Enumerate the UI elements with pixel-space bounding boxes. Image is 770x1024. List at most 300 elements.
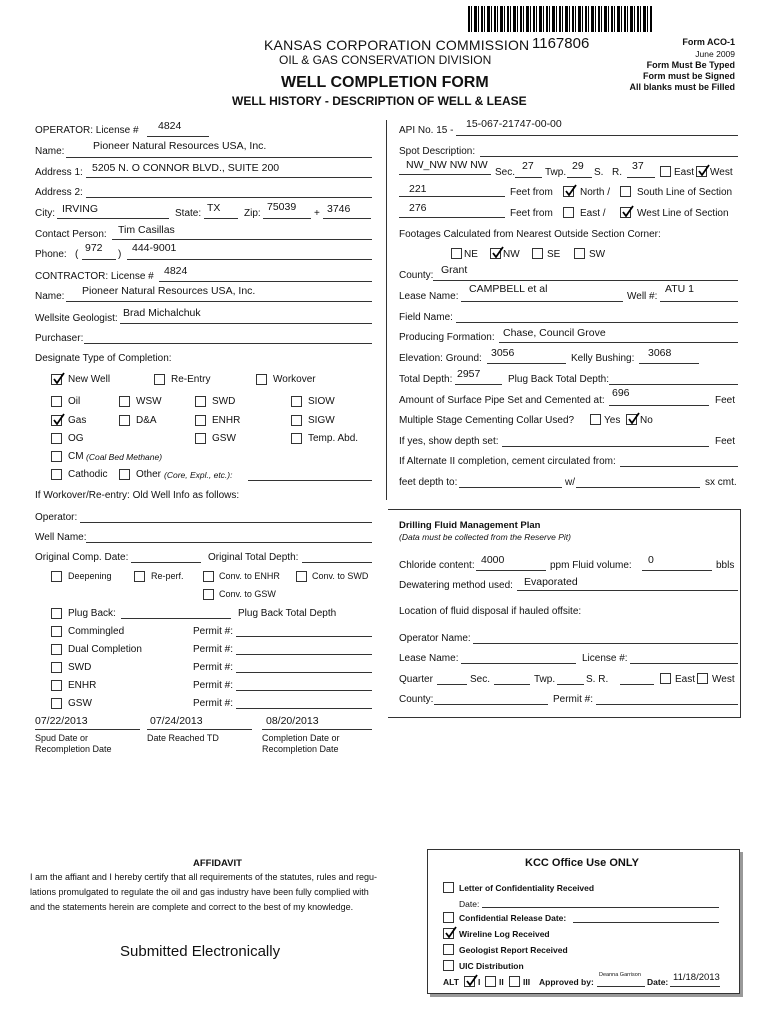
form-note-1: Form Must Be Typed (646, 60, 735, 70)
contact-field[interactable] (112, 239, 372, 240)
conv-swd-checkbox[interactable] (296, 571, 307, 582)
ppm-label: ppm Fluid volume: (550, 560, 632, 571)
submitted-electronically: Submitted Electronically (120, 943, 281, 960)
conv-enhr-checkbox[interactable] (203, 571, 214, 582)
alt-ii-label: If Alternate II completion, cement circulated from: (399, 456, 616, 467)
release-date-label: Confidential Release Date: (459, 913, 567, 923)
permit2-field[interactable] (596, 704, 738, 705)
og-label: OG (68, 433, 84, 444)
completion-caption-1: Completion Date or (262, 733, 340, 743)
operator-license-field[interactable] (147, 136, 209, 137)
geologist-report-checkbox[interactable] (443, 944, 454, 955)
workover-label: Workover (273, 374, 316, 385)
dual-completion-label: Dual Completion (68, 644, 142, 655)
license2-field[interactable] (630, 663, 738, 664)
op-name-field[interactable] (473, 643, 738, 644)
affidavit-title: AFFIDAVIT (193, 858, 242, 869)
twp2-field[interactable] (557, 684, 584, 685)
re-entry-label: Re-Entry (171, 374, 211, 385)
enhr-checkbox[interactable] (195, 415, 206, 426)
other-checkbox[interactable] (119, 469, 130, 480)
reached-td-value: 07/24/2013 (150, 715, 203, 727)
other-label: Other (136, 469, 162, 480)
feet-depth-field[interactable] (459, 487, 562, 488)
drilling-fluid-note: (Data must be collected from the Reserve Pit) (399, 532, 571, 542)
east2-label: East (675, 674, 696, 685)
da-checkbox[interactable] (119, 415, 130, 426)
address1-field[interactable] (86, 177, 372, 178)
chloride-field[interactable] (476, 570, 546, 571)
release-date-field[interactable] (573, 922, 719, 923)
barcode-number: 1167806 (532, 35, 590, 52)
deepening-checkbox[interactable] (51, 571, 62, 582)
address2-label: Address 2: (35, 187, 83, 198)
cm-checkbox[interactable] (51, 451, 62, 462)
surface-pipe-value: 696 (612, 387, 630, 399)
surface-pipe-label: Amount of Surface Pipe Set and Cemented at: (399, 395, 605, 406)
form-subtitle: WELL HISTORY - DESCRIPTION OF WELL & LEASE (232, 94, 527, 108)
spot-quarters-value: NW_NW NW NW (406, 159, 488, 171)
old-well-name-field[interactable] (86, 542, 372, 543)
show-depth-feet-label: Feet (715, 436, 736, 447)
wsw-checkbox[interactable] (119, 396, 130, 407)
alt-i-label: I (478, 977, 481, 987)
s-label: S. (594, 167, 604, 178)
east-checkbox[interactable] (660, 166, 671, 177)
sigw-checkbox[interactable] (291, 415, 302, 426)
se-label: SE (547, 249, 561, 260)
orig-comp-date-label: Original Comp. Date: (35, 552, 129, 563)
surface-pipe-field[interactable] (609, 405, 709, 406)
zip-plus: + (314, 208, 320, 219)
spud-caption-2: Recompletion Date (35, 744, 112, 754)
west2-label: West (712, 674, 735, 685)
checkmark-icon (564, 184, 577, 197)
quarter-field[interactable] (437, 684, 467, 685)
agency-name: KANSAS CORPORATION COMMISSION (264, 37, 530, 53)
plug-back-label: Plug Back: (68, 608, 116, 619)
plug-back-field[interactable] (121, 618, 231, 619)
new-well-label: New Well (68, 374, 111, 385)
phone-close-paren: ) (118, 249, 122, 260)
east2-checkbox[interactable] (660, 673, 671, 684)
feet-ns-value: 221 (409, 183, 427, 195)
range-field[interactable] (627, 177, 655, 178)
name-value: Pioneer Natural Resources USA, Inc. (93, 140, 267, 152)
enhr2-checkbox[interactable] (51, 680, 62, 691)
chloride-value: 4000 (481, 554, 505, 566)
fluid-volume-field[interactable] (642, 570, 712, 571)
approved-date-field[interactable] (670, 986, 720, 987)
purchaser-field[interactable] (84, 343, 372, 344)
release-date-checkbox[interactable] (443, 912, 454, 923)
lease-name2-label: Lease Name: (399, 653, 459, 664)
re-entry-checkbox[interactable] (154, 374, 165, 385)
permit-field-2[interactable] (236, 654, 372, 655)
east-slash-label: East / (580, 208, 606, 219)
nw-label: NW (503, 249, 520, 260)
orig-comp-date-field[interactable] (131, 562, 201, 563)
msc-yes-checkbox[interactable] (590, 414, 601, 425)
spot-label: Spot Description: (399, 146, 476, 157)
show-depth-label: If yes, show depth set: (399, 436, 499, 447)
twp-field[interactable] (567, 177, 592, 178)
geologist-value: Brad Michalchuk (123, 307, 201, 319)
ne-checkbox[interactable] (451, 248, 462, 259)
oil-checkbox[interactable] (51, 396, 62, 407)
feet-from-ns-label: Feet from (510, 187, 553, 198)
completion-caption-2: Recompletion Date (262, 744, 339, 754)
reperf-label: Re-perf. (151, 571, 184, 581)
completion-date-value: 08/20/2013 (266, 715, 319, 727)
city-value: IRVING (62, 203, 98, 215)
alt-ii-field[interactable] (620, 466, 738, 467)
gsw-label: GSW (212, 433, 236, 444)
lease-field[interactable] (461, 301, 623, 302)
kelly-value: 3068 (648, 347, 672, 359)
letter-date-label: Date: (459, 899, 480, 909)
barcode (468, 6, 652, 32)
phone-number-field[interactable] (127, 259, 372, 260)
sw-label: SW (589, 249, 606, 260)
designate-label: Designate Type of Completion: (35, 353, 172, 364)
affidavit-line-1: I am the affiant and I hereby certify that all requirements of the statutes, rules and regu- (30, 872, 378, 882)
column-divider (386, 120, 387, 500)
plug-back-depth-field[interactable] (609, 384, 738, 385)
sx-label: sx cmt. (705, 477, 737, 488)
sx-field[interactable] (576, 487, 700, 488)
zip-label: Zip: (244, 208, 261, 219)
permit-field-1[interactable] (236, 636, 372, 637)
permit-label-4: Permit #: (193, 680, 234, 691)
r-label: R. (612, 167, 622, 178)
ground-value: 3056 (491, 347, 515, 359)
reached-td-field[interactable] (147, 729, 252, 730)
wsw-label: WSW (136, 396, 162, 407)
cathodic-label: Cathodic (68, 469, 108, 480)
siow-label: SIOW (308, 396, 335, 407)
permit-field-4[interactable] (236, 690, 372, 691)
contractor-name-field[interactable] (66, 301, 372, 302)
dewatering-value: Evaporated (524, 576, 578, 588)
workover-checkbox[interactable] (256, 374, 267, 385)
checkmark-icon (465, 974, 481, 987)
drilling-fluid-title: Drilling Fluid Management Plan (399, 520, 541, 531)
reperf-checkbox[interactable] (134, 571, 145, 582)
field-name-field[interactable] (456, 322, 738, 323)
gsw2-checkbox[interactable] (51, 698, 62, 709)
enhr-label: ENHR (212, 415, 241, 426)
msc-no-label: No (640, 415, 653, 426)
conv-swd-label: Conv. to SWD (312, 571, 369, 581)
affidavit-line-2: lations promulgated to regulate the oil and gas industry have been fully complied with (30, 887, 369, 897)
sec-value: 27 (522, 160, 534, 172)
cathodic-checkbox[interactable] (51, 469, 62, 480)
api-field[interactable] (456, 135, 738, 136)
contact-label: Contact Person: (35, 229, 107, 240)
producing-value: Chase, Council Grove (503, 327, 606, 339)
producing-field[interactable] (499, 342, 738, 343)
range-value: 37 (632, 160, 644, 172)
spud-date-value: 07/22/2013 (35, 715, 88, 727)
new-well-checkbox[interactable] (51, 374, 62, 385)
north-label: North / (580, 187, 611, 198)
show-depth-field[interactable] (502, 446, 709, 447)
phone-area-value: 972 (85, 242, 103, 254)
state-value: TX (207, 202, 221, 214)
orig-total-depth-label: Original Total Depth: (208, 552, 299, 563)
contractor-license-field[interactable] (159, 281, 372, 282)
footages-label: Footages Calculated from Nearest Outside Section Corner: (399, 229, 661, 240)
twp-value: 29 (572, 160, 584, 172)
wireline-checkbox[interactable] (443, 928, 454, 939)
approved-by-value: Deanna Garrison (599, 972, 641, 978)
south-checkbox[interactable] (620, 186, 631, 197)
phone-label: Phone: (35, 249, 67, 260)
orig-total-depth-field[interactable] (302, 562, 372, 563)
workover-info-label: If Workover/Re-entry: Old Well Info as follows: (35, 490, 240, 501)
sec-field[interactable] (515, 177, 542, 178)
old-operator-field[interactable] (80, 522, 372, 523)
feet-ew-field[interactable] (399, 217, 505, 218)
well-no-field[interactable] (660, 301, 738, 302)
alt-ii-label: II (499, 977, 504, 987)
se-checkbox[interactable] (532, 248, 543, 259)
producing-label: Producing Formation: (399, 332, 495, 343)
affidavit-line-3: and the statements herein are complete and correct to the best of my knowledge. (30, 902, 354, 912)
geologist-report-label: Geologist Report Received (459, 945, 568, 955)
gas-checkbox[interactable] (51, 415, 62, 426)
alt-label: ALT (443, 977, 459, 987)
sw-checkbox[interactable] (574, 248, 585, 259)
zip-field[interactable] (263, 218, 311, 219)
address1-value: 5205 N. O CONNOR BLVD., SUITE 200 (92, 162, 280, 174)
division-name: OIL & GAS CONSERVATION DIVISION (279, 53, 492, 67)
well-no-label: Well #: (627, 291, 658, 302)
uic-checkbox[interactable] (443, 960, 454, 971)
letter-confidentiality-checkbox[interactable] (443, 882, 454, 893)
approved-date-label: Date: (647, 977, 669, 987)
swd-label: SWD (212, 396, 236, 407)
phone-number-value: 444-9001 (132, 242, 177, 254)
bbls-label: bbls (716, 560, 735, 571)
lease-label: Lease Name: (399, 291, 459, 302)
msc-no-checkbox[interactable] (626, 414, 637, 425)
s2-label: S. R. (586, 674, 609, 685)
operator-license-label: OPERATOR: License # (35, 125, 139, 136)
total-depth-label: Total Depth: (399, 374, 453, 385)
checkmark-icon (444, 926, 457, 939)
lease-value: CAMPBELL et al (469, 283, 548, 295)
checkmark-icon (621, 205, 634, 218)
gsw-checkbox[interactable] (195, 433, 206, 444)
alt-iii-label: III (523, 977, 531, 987)
checkmark-icon (52, 413, 65, 426)
phone-open-paren: ( (75, 249, 79, 260)
sec2-label: Sec. (470, 674, 491, 685)
gsw2-label: GSW (68, 698, 92, 709)
kelly-field[interactable] (639, 363, 699, 364)
west-label: West (710, 167, 733, 178)
alt-i-checkbox[interactable] (464, 976, 475, 987)
ground-field[interactable] (487, 363, 566, 364)
city-field[interactable] (57, 218, 169, 219)
address1-label: Address 1: (35, 167, 83, 178)
temp-abd-label: Temp. Abd. (308, 433, 359, 444)
north-checkbox[interactable] (563, 186, 574, 197)
surface-pipe-feet-label: Feet (715, 395, 736, 406)
name-field[interactable] (66, 157, 372, 158)
west-line-label: West Line of Section (637, 208, 729, 219)
approved-by-label: Approved by: (539, 977, 594, 987)
elevation-label: Elevation: Ground: (399, 353, 482, 364)
fluid-volume-value: 0 (648, 554, 654, 566)
api-label: API No. 15 - (399, 125, 454, 136)
completion-date-field[interactable] (262, 729, 372, 730)
contractor-license-value: 4824 (164, 265, 188, 277)
uic-label: UIC Distribution (459, 961, 524, 971)
geologist-field[interactable] (120, 323, 372, 324)
name-label: Name: (35, 146, 65, 157)
phone-area-field[interactable] (82, 259, 116, 260)
plug-back-total-depth-label: Plug Back Total Depth (238, 608, 337, 619)
operator-license-value: 4824 (158, 120, 182, 132)
w-label: w/ (565, 477, 575, 488)
conv-gsw-label: Conv. to GSW (219, 589, 276, 599)
city-label: City: (35, 208, 55, 219)
sec2-field[interactable] (494, 684, 530, 685)
form-id: Form ACO-1 (682, 37, 735, 47)
total-depth-field[interactable] (455, 384, 502, 385)
chloride-label: Chloride content: (399, 560, 475, 571)
permit-label-2: Permit #: (193, 644, 234, 655)
disposal-label: Location of fluid disposal if hauled offsite: (399, 606, 582, 617)
twp2-label: Twp. (534, 674, 556, 685)
spud-date-field[interactable] (35, 729, 140, 730)
kelly-label: Kelly Bushing: (571, 353, 635, 364)
lease-name2-field[interactable] (461, 663, 576, 664)
cm-label: CM (68, 451, 84, 462)
dual-completion-checkbox[interactable] (51, 644, 62, 655)
swd-checkbox[interactable] (195, 396, 206, 407)
east-line-checkbox[interactable] (563, 207, 574, 218)
commingled-checkbox[interactable] (51, 626, 62, 637)
purchaser-label: Purchaser: (35, 333, 84, 344)
zip4-value: 3746 (327, 203, 351, 215)
permit-field-3[interactable] (236, 672, 372, 673)
quarter-label: Quarter (399, 674, 433, 685)
west2-checkbox[interactable] (697, 673, 708, 684)
swd2-label: SWD (68, 662, 92, 673)
other-field[interactable] (248, 480, 372, 481)
siow-checkbox[interactable] (291, 396, 302, 407)
county-label: County: (399, 270, 434, 281)
feet-depth-label: feet depth to: (399, 477, 458, 488)
approved-by-field[interactable] (597, 986, 645, 987)
form-date: June 2009 (695, 49, 735, 59)
east-label: East (674, 167, 695, 178)
permit-label-1: Permit #: (193, 626, 234, 637)
temp-abd-checkbox[interactable] (291, 433, 302, 444)
county-field[interactable] (433, 280, 738, 281)
geologist-label: Wellsite Geologist: (35, 313, 118, 324)
wireline-label: Wireline Log Received (459, 929, 550, 939)
license2-label: License #: (582, 653, 628, 664)
og-checkbox[interactable] (51, 433, 62, 444)
permit2-label: Permit #: (553, 694, 594, 705)
deepening-label: Deepening (68, 571, 112, 581)
letter-date-field[interactable] (482, 907, 719, 908)
field-name-label: Field Name: (399, 312, 453, 323)
commingled-label: Commingled (68, 626, 125, 637)
south-line-label: South Line of Section (637, 187, 733, 198)
form-note-3: All blanks must be Filled (629, 82, 735, 92)
oil-label: Oil (68, 396, 81, 407)
ne-label: NE (464, 249, 478, 260)
dewatering-field[interactable] (517, 590, 738, 591)
dewatering-label: Dewatering method used: (399, 580, 513, 591)
da-label: D&A (136, 415, 157, 426)
msc-yes-label: Yes (604, 415, 621, 426)
feet-from-ew-label: Feet from (510, 208, 553, 219)
checkmark-icon (52, 372, 65, 385)
permit-label-3: Permit #: (193, 662, 234, 673)
form-title: WELL COMPLETION FORM (281, 74, 489, 91)
west-line-checkbox[interactable] (620, 207, 631, 218)
twp-label: Twp. (545, 167, 567, 178)
county2-label: County: (399, 694, 434, 705)
spud-caption-1: Spud Date or (35, 733, 89, 743)
address2-field[interactable] (86, 197, 372, 198)
zip4-field[interactable] (323, 218, 371, 219)
enhr2-label: ENHR (68, 680, 97, 691)
total-depth-value: 2957 (457, 368, 481, 380)
permit-field-5[interactable] (236, 708, 372, 709)
gas-label: Gas (68, 415, 87, 426)
swd2-checkbox[interactable] (51, 662, 62, 673)
contractor-name-label: Name: (35, 291, 65, 302)
r2-field[interactable] (620, 684, 654, 685)
form-note-2: Form must be Signed (642, 71, 735, 81)
county2-field[interactable] (434, 704, 548, 705)
alt-iii-checkbox[interactable] (509, 976, 520, 987)
conv-gsw-checkbox[interactable] (203, 589, 214, 600)
spot-line (480, 156, 738, 157)
well-no-value: ATU 1 (665, 283, 694, 295)
zip-value: 75039 (267, 201, 297, 213)
old-operator-label: Operator: (35, 512, 78, 523)
td-caption: Date Reached TD (147, 733, 219, 743)
state-field[interactable] (204, 218, 238, 219)
contact-value: Tim Casillas (118, 224, 175, 236)
plug-back-depth-label: Plug Back Total Depth: (508, 374, 609, 385)
conv-enhr-label: Conv. to ENHR (219, 571, 280, 581)
spot-quarters-field[interactable] (399, 174, 491, 175)
op-name-label: Operator Name: (399, 633, 471, 644)
contractor-license-label: CONTRACTOR: License # (35, 271, 154, 282)
feet-ns-field[interactable] (399, 196, 505, 197)
kcc-title: KCC Office Use ONLY (525, 857, 639, 869)
api-value: 15-067-21747-00-00 (466, 118, 562, 130)
nw-checkbox[interactable] (490, 248, 501, 259)
west-checkbox[interactable] (696, 166, 707, 177)
alt-ii-checkbox[interactable] (485, 976, 496, 987)
cm-note: (Coal Bed Methane) (86, 452, 163, 462)
county-value: Grant (441, 264, 468, 276)
plug-back-checkbox[interactable] (51, 608, 62, 619)
checkmark-icon (697, 164, 710, 177)
checkmark-icon (627, 412, 640, 425)
